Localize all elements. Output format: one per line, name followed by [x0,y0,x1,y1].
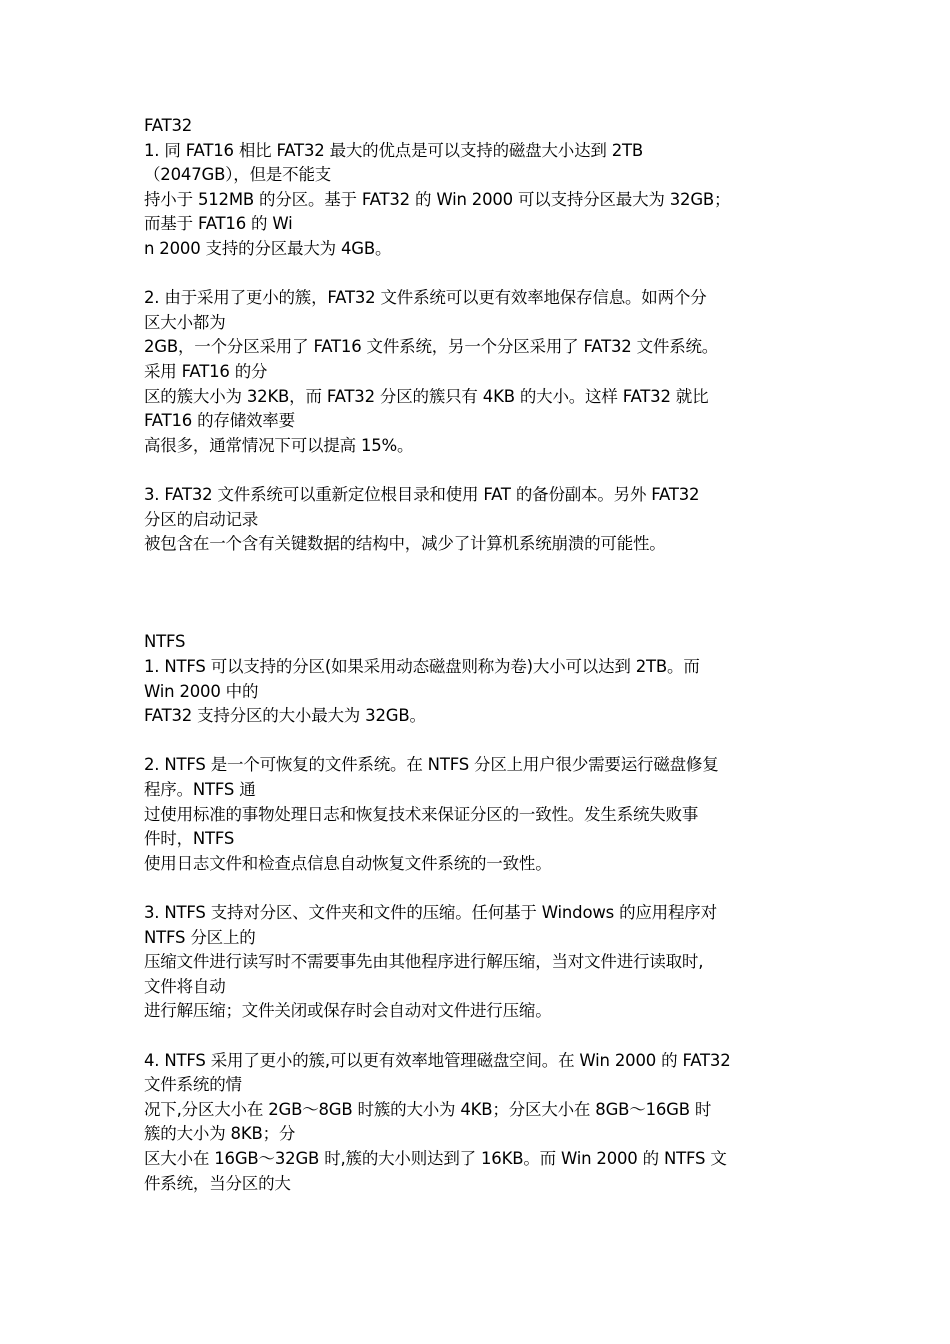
text-line: n 2000 支持的分区最大为 4GB。 [144,238,392,258]
ntfs-item-1 [144,655,812,729]
text-line: 被包含在一个含有关键数据的结构中，减少了计算机系统崩溃的可能性。 [144,534,666,554]
text-line: FAT16 的存储效率要 [144,411,295,431]
text-line: 况下,分区大小在 2GB～8GB 时簇的大小为 4KB；分区大小在 8GB～16GB 时 [144,1099,712,1119]
text-line: 持小于 512MB 的分区。基于 FAT32 的 Win 2000 可以支持分区最大为 32GB； [144,189,731,209]
ntfs-item-3 [144,901,812,1024]
fat32-item-2 [144,286,812,458]
text-line: 区大小在 16GB～32GB 时,簇的大小则达到了 16KB。而 Win 2000 的 NTFS 文 [144,1148,727,1168]
text-line: 1. NTFS 可以支持的分区(如果采用动态磁盘则称为卷)大小可以达到 2TB。而 [144,657,700,677]
section-spacer [144,557,812,631]
text-line: FAT32 支持分区的大小最大为 32GB。 [144,706,426,726]
section-heading-ntfs: NTFS [144,632,186,652]
paragraph-spacer [144,458,812,483]
text-line: 簇的大小为 8KB；分 [144,1124,296,1144]
text-line: 3. FAT32 文件系统可以重新定位根目录和使用 FAT 的备份副本。另外 FAT32 [144,484,700,504]
text-line: 压缩文件进行读写时不需要事先由其他程序进行解压缩，当对文件进行读取时, [144,952,704,972]
ntfs-item-4 [144,1049,812,1197]
fat32-item-3 [144,483,812,557]
document-body [144,114,812,1196]
text-line: 分区的启动记录 [144,509,259,529]
text-line: NTFS 分区上的 [144,927,256,947]
text-line: 4. NTFS 采用了更小的簇,可以更有效率地管理磁盘空间。在 Win 2000 的 FAT32 [144,1050,731,1070]
text-line: （2047GB），但是不能支 [144,165,332,185]
paragraph-spacer [144,876,812,901]
text-line: 3. NTFS 支持对分区、文件夹和文件的压缩。任何基于 Windows 的应用程序对 [144,903,717,923]
text-line: 高很多，通常情况下可以提高 15%。 [144,435,414,455]
ntfs-item-2 [144,753,812,876]
text-line: 2. NTFS 是一个可恢复的文件系统。在 NTFS 分区上用户很少需要运行磁盘修复 [144,755,719,775]
text-line: 件系统，当分区的大 [144,1173,291,1193]
text-line: 而基于 FAT16 的 Wi [144,214,293,234]
fat32-item-1 [144,139,812,262]
text-line: 文件将自动 [144,976,226,996]
paragraph-spacer [144,1024,812,1049]
text-line: 区的簇大小为 32KB，而 FAT32 分区的簇只有 4KB 的大小。这样 FAT32 就比 [144,386,709,406]
text-line: 2. 由于采用了更小的簇，FAT32 文件系统可以更有效率地保存信息。如两个分 [144,288,707,308]
text-line: 过使用标准的事物处理日志和恢复技术来保证分区的一致性。发生系统失败事 [144,804,699,824]
text-line: 文件系统的情 [144,1075,242,1095]
text-line: 使用日志文件和检查点信息自动恢复文件系统的一致性。 [144,853,552,873]
text-line: 程序。NTFS 通 [144,780,256,800]
text-line: 采用 FAT16 的分 [144,361,268,381]
text-line: 区大小都为 [144,312,226,332]
text-line: Win 2000 中的 [144,681,259,701]
paragraph-spacer [144,262,812,287]
text-line: 进行解压缩；文件关闭或保存时会自动对文件进行压缩。 [144,1001,552,1021]
section-heading-fat32: FAT32 [144,116,193,135]
paragraph-spacer [144,729,812,754]
text-line: 1. 同 FAT16 相比 FAT32 最大的优点是可以支持的磁盘大小达到 2TB [144,140,644,160]
text-line: 2GB，一个分区采用了 FAT16 文件系统，另一个分区采用了 FAT32 文件系统。 [144,337,719,357]
text-line: 件时，NTFS [144,829,235,849]
